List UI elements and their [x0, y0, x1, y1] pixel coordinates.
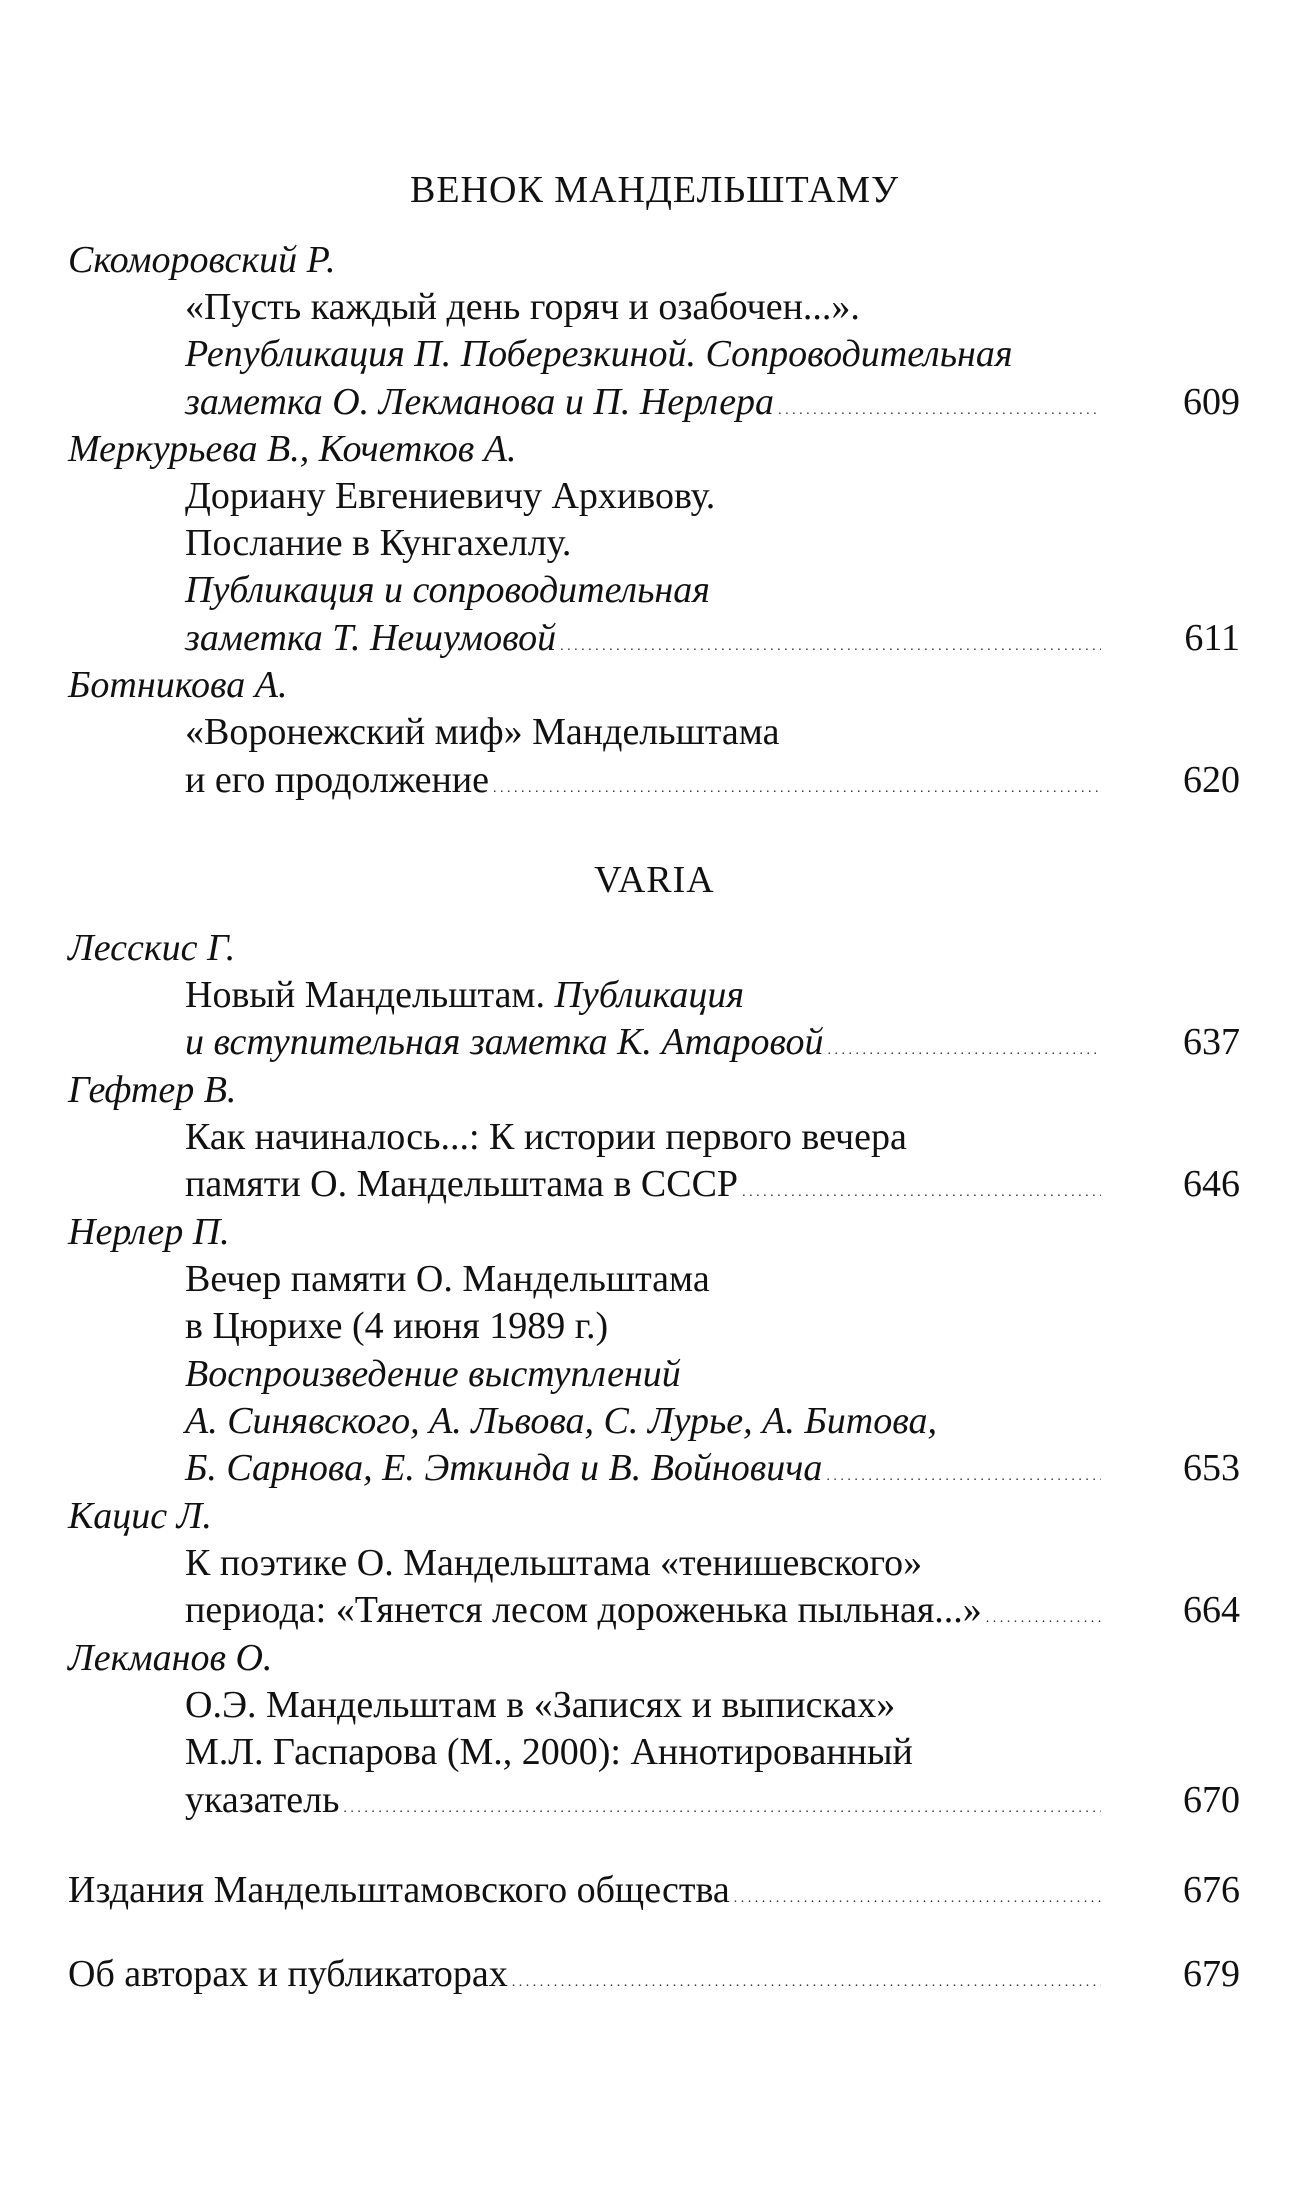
entry-last-line: [185, 378, 1105, 426]
entry-title-text: Новый Мандельштам.: [185, 974, 555, 1016]
standalone-label: Издания Мандельштамовского общества: [68, 1869, 730, 1911]
entry-last-text: Б. Сарнова, Е. Эткинда и В. Войновича: [185, 1447, 823, 1489]
entry-last-text: указатель: [185, 1779, 340, 1821]
entry-note-line: Публикация и сопроводительная: [185, 569, 710, 611]
dot-leader: [742, 1160, 1101, 1208]
entry-last-line: [185, 614, 1105, 662]
section-heading-varia: VARIA: [594, 859, 715, 901]
entry-author: Ботникова А.: [68, 664, 288, 706]
entry-note-line: Воспроизведение выступлений: [185, 1353, 681, 1395]
entry-title-line: «Воронежский миф» Мандельштама: [185, 711, 780, 753]
entry-last-text: заметка О. Лекманова и П. Нерлера: [185, 381, 775, 423]
entry-title-line: Дориану Евгениевичу Архивову.: [185, 475, 716, 517]
dot-leader: [560, 614, 1101, 662]
standalone-label: Об авторах и публикаторах: [68, 1953, 508, 1995]
dot-leader: [828, 1018, 1101, 1066]
page-number: 637: [1183, 1021, 1240, 1063]
entry-last-text: заметка Т. Нешумовой: [185, 617, 557, 659]
entry-last-line: [185, 1160, 1105, 1208]
dot-leader: [986, 1586, 1101, 1634]
page-number: 609: [1183, 381, 1240, 423]
entry-title-line: О.Э. Мандельштам в «Записях и выписках»: [185, 1684, 896, 1726]
entry-title-line: Послание в Кунгахеллу.: [185, 522, 572, 564]
dot-leader: [778, 378, 1101, 426]
entry-last-line: [185, 1586, 1105, 1634]
entry-title-line: М.Л. Гаспарова (М., 2000): Аннотированный: [185, 1731, 913, 1773]
entry-title-line: в Цюрихе (4 июня 1989 г.): [185, 1305, 609, 1347]
entry-author: Лесскис Г.: [68, 927, 236, 969]
page-number: 646: [1183, 1163, 1240, 1205]
page-number: 664: [1183, 1589, 1240, 1631]
entry-title-line: «Пусть каждый день горяч и озабочен...».: [185, 286, 860, 328]
dot-leader: [343, 1776, 1101, 1824]
entry-author: Лекманов О.: [68, 1637, 273, 1679]
entry-title-line: [185, 971, 744, 1019]
standalone-entry: [68, 1866, 1105, 1914]
section-heading-wreath: ВЕНОК МАНДЕЛЬШТАМУ: [410, 169, 899, 211]
page-number: 676: [1183, 1869, 1240, 1911]
entry-last-text: памяти О. Мандельштама в СССР: [185, 1163, 739, 1205]
dot-leader: [493, 756, 1101, 804]
page-number: 679: [1183, 1953, 1240, 1995]
entry-last-text: и его продолжение: [185, 759, 490, 801]
entry-title-line: Вечер памяти О. Мандельштама: [185, 1258, 710, 1300]
entry-title-line: Как начиналось...: К истории первого вечера: [185, 1116, 907, 1158]
dot-leader: [512, 1950, 1101, 1998]
entry-author: Кацис Л.: [68, 1495, 212, 1537]
entry-author: Меркурьева В., Кочетков А.: [68, 428, 517, 470]
entry-note-line: А. Синявского, А. Львова, С. Лурье, А. Битова,: [185, 1400, 937, 1442]
entry-title-line: К поэтике О. Мандельштама «тенишевского»: [185, 1542, 923, 1584]
entry-note-text: Публикация: [554, 974, 745, 1016]
entry-last-text: и вступительная заметка К. Атаровой: [185, 1021, 824, 1063]
dot-leader: [826, 1444, 1101, 1492]
entry-author: Нерлер П.: [68, 1211, 230, 1253]
page-number: 611: [1184, 617, 1240, 659]
entry-last-text: периода: «Тянется лесом дороженька пыльная...»: [185, 1589, 982, 1631]
entry-note-line: Републикация П. Поберезкиной. Сопроводительная: [185, 333, 1013, 375]
entry-last-line: [185, 1776, 1105, 1824]
entry-last-line: [185, 1018, 1105, 1066]
page-number: 620: [1183, 759, 1240, 801]
entry-last-line: [185, 1444, 1105, 1492]
entry-last-line: [185, 756, 1105, 804]
entry-author: Гефтер В.: [68, 1069, 237, 1111]
page-number: 653: [1183, 1447, 1240, 1489]
entry-author: Скоморовский Р.: [68, 239, 336, 281]
dot-leader: [734, 1866, 1101, 1914]
page-number: 670: [1183, 1779, 1240, 1821]
standalone-entry: [68, 1950, 1105, 1998]
